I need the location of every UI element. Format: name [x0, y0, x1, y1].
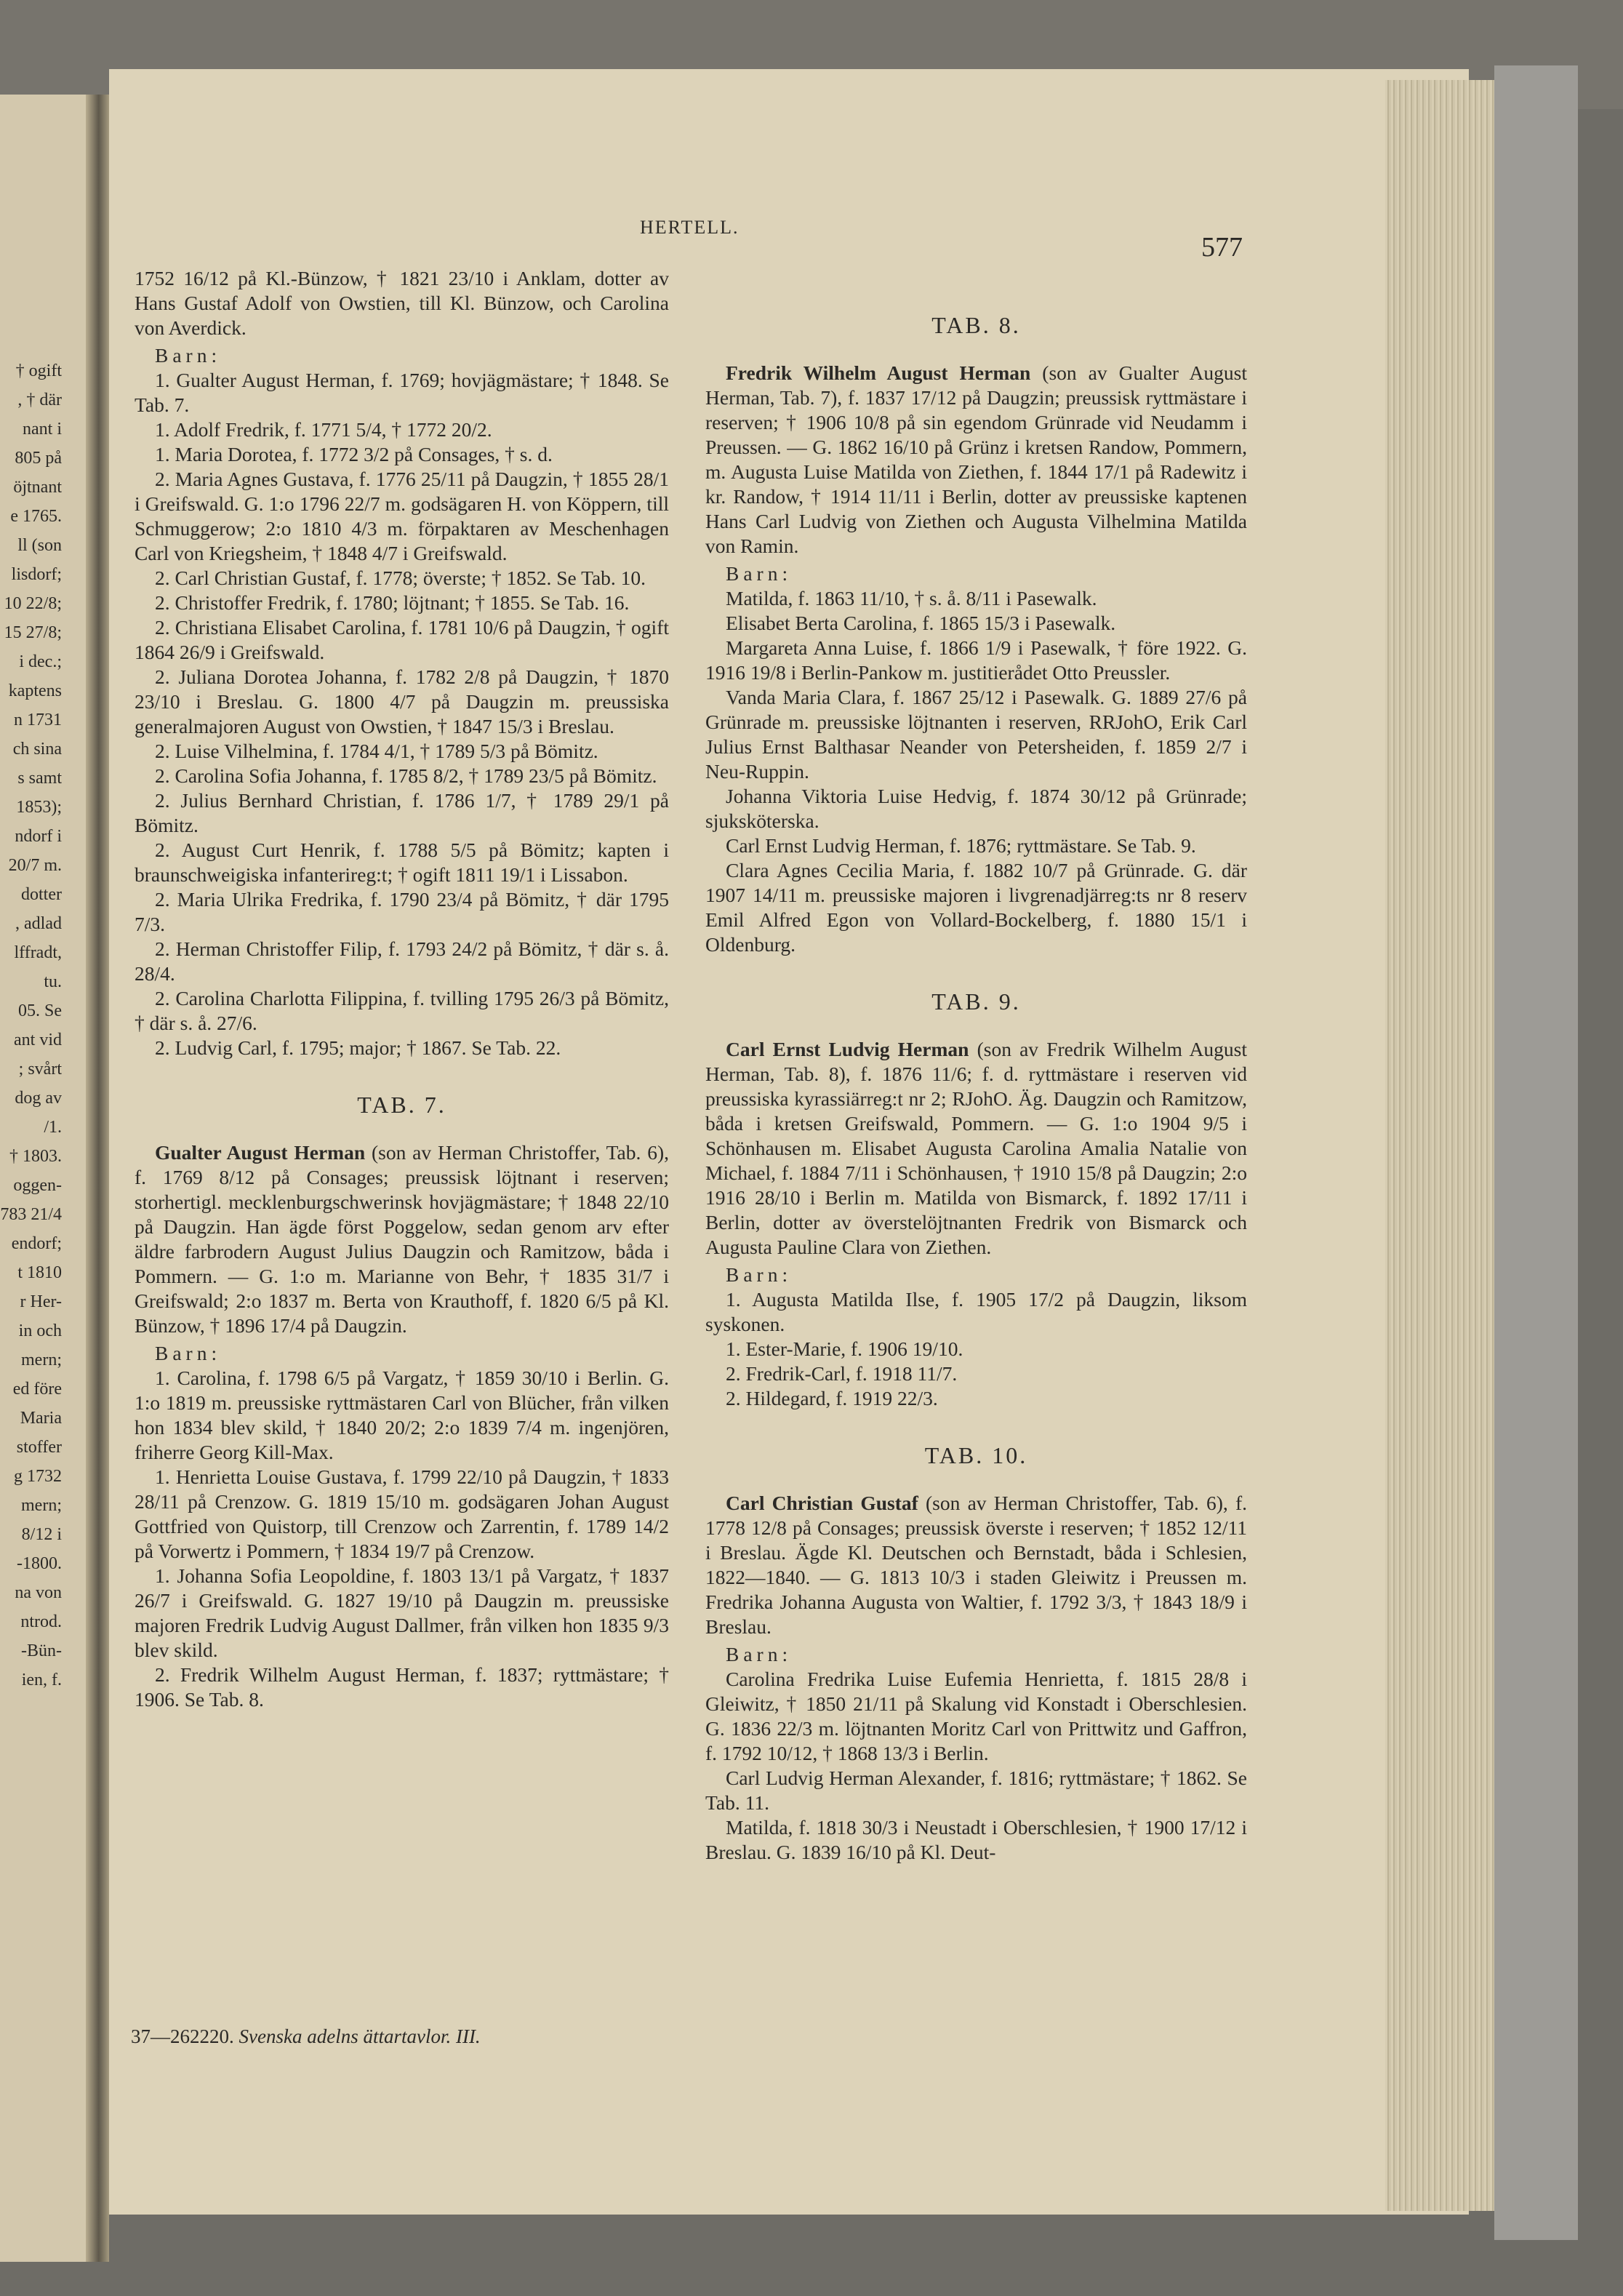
left-page-fragment: na von: [15, 1583, 62, 1602]
tab10-text: (son av Herman Christoffer, Tab. 6), f. 1778 12/8 på Consages; preussisk överste i reserven; † 1852 12/11 i Breslau. Ägde Kl. Deutschen och Bernstadt, båda i Schlesien, 1822—1840. — G. 1813 10/3 i staden Gleiwitz i Preussen m. Fredrika Johanna Augusta von Waltier, f. 1792 3/3, † 1843 18/9 i Breslau.: [705, 1492, 1247, 1638]
child-entry: 1. Carolina, f. 1798 6/5 på Vargatz, † 1859 30/10 i Berlin. G. 1:o 1819 m. preussiske ryttmästaren Carl von Blücher, från vilken hon 1834 blev skild, † 1840 20/2; 2:o 1839 7/4 m. ingenjören, friherre Georg Kill-Max.: [135, 1367, 669, 1463]
tab7-paragraph: [135, 1140, 669, 1338]
tab7-barn-label: Barn:: [155, 1342, 222, 1364]
tab7-children-list: [135, 1366, 669, 1712]
left-page-fragment: oggen-: [13, 1176, 62, 1195]
left-page-fragment: ll (son: [17, 536, 62, 555]
child-entry: Carl Ernst Ludvig Herman, f. 1876; ryttmästare. Se Tab. 9.: [726, 834, 1196, 857]
child-entry: 2. Juliana Dorotea Johanna, f. 1782 2/8 på Daugzin, † 1870 23/10 i Breslau. G. 1800 4/7 på Daugzin m. preussiska generalmajoren August von Owstien, † 1847 15/3 i Breslau.: [135, 665, 669, 737]
tab8-barn-label: Barn:: [726, 562, 793, 585]
tab10-name: Carl Christian Gustaf: [726, 1492, 918, 1514]
left-page-fragment: -Bün-: [21, 1641, 62, 1660]
left-page-fragment: in och: [18, 1321, 62, 1340]
child-entry: Margareta Anna Luise, f. 1866 1/9 i Pasewalk, † före 1922. G. 1916 19/8 i Berlin-Pankow m. justitierådet Otto Preussler.: [705, 636, 1247, 684]
child-entry: Carl Ludvig Herman Alexander, f. 1816; ryttmästare; † 1862. Se Tab. 11.: [705, 1767, 1247, 1814]
child-entry: 2. Carl Christian Gustaf, f. 1778; överste; † 1852. Se Tab. 10.: [155, 567, 646, 589]
child-entry: 2. Julius Bernhard Christian, f. 1786 1/7, † 1789 29/1 på Bömitz.: [135, 789, 669, 836]
child-entry: 2. Herman Christoffer Filip, f. 1793 24/2 på Bömitz, † där s. å. 28/4.: [135, 937, 669, 985]
left-page-fragment: n 1731: [14, 711, 62, 729]
tab10-barn-label: Barn:: [726, 1643, 793, 1665]
child-entry: 2. Fredrik Wilhelm August Herman, f. 1837; ryttmästare; † 1906. Se Tab. 8.: [135, 1663, 669, 1711]
child-entry: Clara Agnes Cecilia Maria, f. 1882 10/7 på Grünrade. G. där 1907 14/11 m. preussiske majoren i livgrenadjärreg:ts nr 8 reserv Emil Alfred Egon von Vollard-Bockelberg, f. 1880 15/1 i Oldenburg.: [705, 859, 1247, 956]
footer-title: Svenska adelns ättartavlor. III.: [239, 2025, 481, 2047]
tab9-children-list: [705, 1287, 1247, 1411]
page-edges: [1385, 80, 1496, 2211]
left-page-fragment: 15 27/8;: [4, 623, 62, 642]
book-cover: [1494, 65, 1578, 2240]
left-page-fragment: -1800.: [17, 1554, 62, 1573]
left-page-fragment: ien, f.: [21, 1671, 62, 1689]
child-entry: 2. Fredrik-Carl, f. 1918 11/7.: [726, 1362, 958, 1385]
left-page-fragment: ndorf i: [15, 827, 62, 846]
child-entry: 2. Ludvig Carl, f. 1795; major; † 1867. Se Tab. 22.: [155, 1036, 561, 1059]
child-entry: 2. Hildegard, f. 1919 22/3.: [726, 1387, 938, 1409]
child-entry: 2. Christoffer Fredrik, f. 1780; löjtnant; † 1855. Se Tab. 16.: [155, 591, 630, 614]
left-page-fragment: 1853);: [16, 798, 62, 817]
left-page-fragment: mern;: [21, 1351, 62, 1369]
left-page-fragment: ant vid: [14, 1031, 62, 1049]
footer: [131, 2025, 481, 2048]
left-page-fragment: öjtnant: [13, 478, 62, 497]
continuation-paragraph: 1752 16/12 på Kl.-Bünzow, † 1821 23/10 i Anklam, dotter av Hans Gustaf Adolf von Owstien, till Kl. Bünzow, och Carolina von Averdick.: [135, 267, 669, 339]
left-page-fragment: ed före: [12, 1380, 62, 1399]
left-page-fragment: r Her-: [20, 1292, 62, 1311]
left-page-fragment: 8/12 i: [21, 1525, 62, 1544]
left-page-fragment: 20/7 m.: [8, 856, 62, 875]
left-column: [135, 266, 669, 1712]
child-entry: 1. Adolf Fredrik, f. 1771 5/4, † 1772 20/2.: [155, 418, 492, 441]
left-page-fragment: kaptens: [8, 681, 62, 700]
left-page-fragments: [0, 356, 62, 1695]
left-page-fragment: 05. Se: [18, 1001, 62, 1020]
left-page-fragment: e 1765.: [10, 507, 62, 526]
left-page-fragment: lisdorf;: [11, 565, 62, 584]
left-page-fragment: s samt: [17, 769, 62, 788]
child-entry: Matilda, f. 1863 11/10, † s. å. 8/11 i Pasewalk.: [726, 587, 1097, 609]
child-entry: 2. August Curt Henrik, f. 1788 5/5 på Bömitz; kapten i braunschweigiska infanterireg:t; † ogift 1811 19/1 i Lissabon.: [135, 839, 669, 886]
tab8-paragraph: [705, 361, 1247, 559]
tab10-paragraph: [705, 1491, 1247, 1639]
footer-signature: 37—262220.: [131, 2025, 234, 2047]
child-entry: Matilda, f. 1818 30/3 i Neustadt i Oberschlesien, † 1900 17/12 i Breslau. G. 1839 16/10 på Kl. Deut-: [705, 1816, 1247, 1863]
running-head: HERTELL.: [640, 217, 740, 238]
child-entry: 1. Maria Dorotea, f. 1772 3/2 på Consages, † s. d.: [155, 443, 553, 465]
left-page-fragment: /1.: [44, 1118, 62, 1137]
tab10-children-list: [705, 1667, 1247, 1865]
child-entry: 2. Maria Ulrika Fredrika, f. 1790 23/4 på Bömitz, † där 1795 7/3.: [135, 888, 669, 935]
barn-label: Barn:: [155, 344, 222, 367]
child-entry: 2. Christiana Elisabet Carolina, f. 1781 10/6 på Daugzin, † ogift 1864 26/9 i Greifswald.: [135, 616, 669, 663]
child-entry: 1. Ester-Marie, f. 1906 19/10.: [726, 1337, 963, 1360]
book-gutter: [86, 95, 109, 2262]
left-page-fragment: tu.: [44, 972, 62, 991]
child-entry: 1. Augusta Matilda Ilse, f. 1905 17/2 på Daugzin, liksom syskonen.: [705, 1288, 1247, 1335]
tab7-heading: TAB. 7.: [357, 1092, 446, 1118]
left-page-fragment: mern;: [21, 1496, 62, 1515]
tab8-text: (son av Gualter August Herman, Tab. 7), f. 1837 17/12 på Daugzin; preussisk ryttmästare i reserven; † 1906 10/8 på sin egendom Grünrade vid Neudamm i Preussen. — G. 1862 16/10 på Grünz i kretsen Randow, Pommern, m. Augusta Luise Matilda von Ziethen, f. 1844 17/1 på Radewitz i kr. Randow, † 1914 11/11 i Berlin, dotter av preussiske kaptenen Hans Carl Ludvig von Ziethen och Augusta Vilhelmina Matilda von Ramin.: [705, 361, 1247, 557]
left-page-fragment: endorf;: [11, 1234, 62, 1253]
left-page-fragment: , † där: [17, 391, 62, 409]
tab9-heading: TAB. 9.: [931, 988, 1021, 1015]
tab9-text: (son av Fredrik Wilhelm August Herman, Tab. 8), f. 1876 11/6; f. d. ryttmästare i reserven vid preussiska kyrassiärreg:t nr 2; RJohO. Äg. Daugzin och Ramitzow, båda i kretsen Greifswald, Pommern. — G. 1:o 1904 9/5 i Schönhausen m. Elisabet Augusta Carolina Amalia Natalie von Michael, f. 1884 7/11 i Schönhausen, † 1910 15/8 på Daugzin; 2:o 1916 28/10 i Berlin m. Matilda von Bismarck, f. 1892 17/11 i Berlin, dotter av överstelöjtnanten Fredrik von Bismarck och Augusta Pauline Clara von Ziethen.: [705, 1038, 1248, 1258]
child-entry: 2. Carolina Charlotta Filippina, f. tvilling 1795 26/3 på Bömitz, † där s. å. 27/6.: [135, 987, 669, 1034]
child-entry: Vanda Maria Clara, f. 1867 25/12 i Pasewalk. G. 1889 27/6 på Grünrade m. preussiske löjtnanten i reserven, RRJohO, Erik Carl Julius Ernst Balthasar Neander von Petersheiden, f. 1859 2/7 i Neu-Ruppin.: [705, 686, 1247, 783]
child-entry: 2. Carolina Sofia Johanna, f. 1785 8/2, † 1789 23/5 på Bömitz.: [155, 764, 657, 787]
left-page-fragment: stoffer: [16, 1438, 62, 1457]
left-page-fragment: Maria: [20, 1409, 62, 1428]
left-page-fragment: lffradt,: [14, 943, 62, 962]
tab9-paragraph: [705, 1037, 1247, 1260]
left-page-fragment: i dec.;: [19, 652, 62, 671]
child-entry: 1. Johanna Sofia Leopoldine, f. 1803 13/1 på Vargatz, † 1837 26/7 i Greifswald. G. 1827 19/10 på Daugzin m. preussiske majoren Fredrik Ludvig August Dallmer, från vilken hon 1835 9/3 blev skild.: [135, 1564, 669, 1661]
left-page-fragment: 783 21/4: [0, 1205, 62, 1224]
left-page-fragment: † ogift: [15, 361, 62, 380]
tab9-barn-label: Barn:: [726, 1263, 793, 1286]
child-entry: 2. Maria Agnes Gustava, f. 1776 25/11 på Daugzin, † 1855 28/1 i Greifswald. G. 1:o 1796 22/7 m. godsägaren H. von Köppern, till Schmuggerow; 2:o 1810 4/3 m. förpaktaren av Meschenhagen Carl von Kriegsheim, † 1848 4/7 i Greifswald.: [135, 468, 669, 564]
tab10-heading: TAB. 10.: [924, 1442, 1028, 1468]
left-page-fragment: dog av: [15, 1089, 62, 1108]
left-page-fragment: 10 22/8;: [4, 594, 62, 613]
tab8-name: Fredrik Wilhelm August Herman: [726, 361, 1031, 384]
child-entry: 1. Henrietta Louise Gustava, f. 1799 22/10 på Daugzin, † 1833 28/11 på Crenzow. G. 1819 15/10 m. godsägaren Johan August Gottfried von Quistorp, till Crenzow och Zarrentin, f. 1789 14/2 på Vorwertz i Pommern, † 1834 19/7 på Crenzow.: [135, 1465, 669, 1562]
left-page-fragment: , adlad: [15, 914, 62, 933]
tab8-heading: TAB. 8.: [931, 312, 1021, 338]
left-page-fragment: g 1732: [14, 1467, 62, 1486]
tab7-text: (son av Herman Christoffer, Tab. 6), f. 1769 8/12 på Consages; preussisk löjtnant i reserven; storhertigl. mecklenburgschwerinsk hovjägmästare; † 1848 22/10 på Daugzin. Han ägde först Poggelow, sedan genom arv efter äldre farbrodern August Julius Daugzin och Ramitzow, båda i Pommern. — G. 1:o m. Marianne von Behr, † 1835 31/7 i Greifswald; 2:o 1837 m. Berta von Krauthoff, f. 1820 6/5 på Kl. Bünzow, † 1896 17/4 på Daugzin.: [135, 1141, 669, 1337]
child-entry: Carolina Fredrika Luise Eufemia Henrietta, f. 1815 28/8 i Gleiwitz, † 1850 21/11 på Skalung vid Konstadt i Oberschlesien. G. 1836 22/3 m. löjtnanten Moritz Carl von Prittwitz und Gaffron, f. 1792 10/12, † 1868 13/3 i Berlin.: [705, 1668, 1247, 1764]
left-page-fragment: dotter: [21, 885, 62, 904]
child-entry: 1. Gualter August Herman, f. 1769; hovjägmästare; † 1848. Se Tab. 7.: [135, 369, 669, 416]
left-page-fragment: ; svårt: [18, 1060, 62, 1079]
left-page-fragment: 805 på: [15, 449, 62, 468]
left-page-fragment: † 1803.: [9, 1147, 62, 1166]
left-page-fragment: nant i: [23, 420, 62, 439]
children-list: [135, 368, 669, 1060]
right-column: [705, 313, 1247, 1865]
child-entry: Elisabet Berta Carolina, f. 1865 15/3 i Pasewalk.: [726, 612, 1116, 634]
child-entry: Johanna Viktoria Luise Hedvig, f. 1874 30/12 på Grünrade; sjuksköterska.: [705, 785, 1247, 832]
tab7-name: Gualter August Herman: [155, 1141, 366, 1164]
left-page-fragment: ntrod.: [20, 1612, 62, 1631]
left-page-fragment: t 1810: [17, 1263, 62, 1282]
page-number: 577: [1201, 232, 1243, 263]
tab8-children-list: [705, 586, 1247, 957]
left-page-fragment: ch sina: [12, 740, 62, 759]
tab9-name: Carl Ernst Ludvig Herman: [726, 1038, 969, 1060]
child-entry: 2. Luise Vilhelmina, f. 1784 4/1, † 1789 5/3 på Bömitz.: [155, 740, 598, 762]
